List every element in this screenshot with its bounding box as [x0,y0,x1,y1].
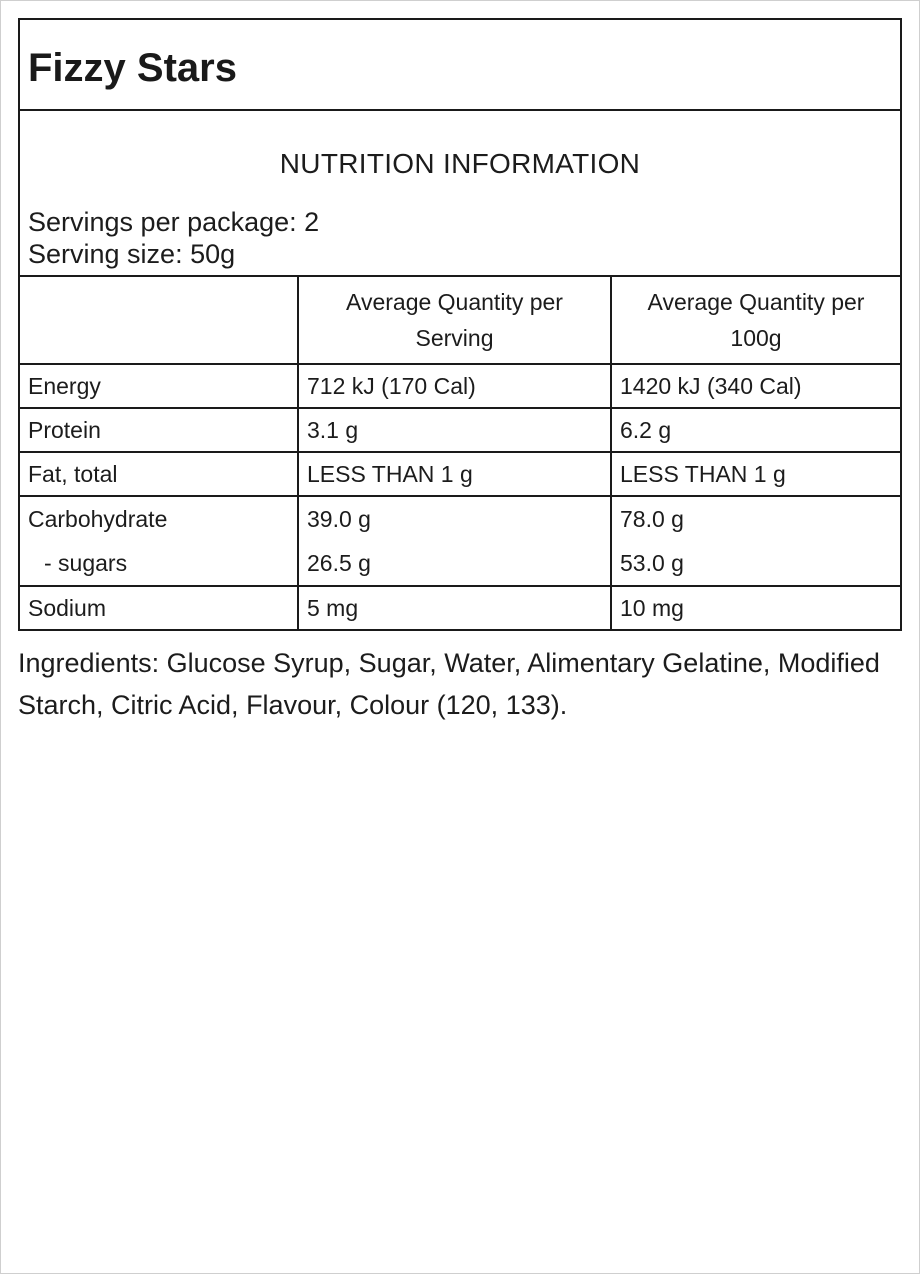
product-name: Fizzy Stars [28,46,237,90]
sub-nutrient-label: - sugars [44,550,128,576]
header-nutrient [19,276,298,364]
per-serving-value: 5 mg [298,586,611,630]
nutrition-table [18,275,902,631]
nutrient-label-group [19,496,298,586]
header-per-serving: Average Quantity per Serving [298,276,611,364]
nutrition-panel-header [18,109,902,277]
nutrient-label: Fat, total [19,452,298,496]
serving-size: Serving size: 50g [28,239,236,269]
per-100g-value: 53.0 g [620,550,684,576]
nutrient-label: Carbohydrate [28,506,168,532]
per-100g-value: 1420 kJ (340 Cal) [611,364,901,408]
per-serving-group [298,496,611,586]
per-serving-value: LESS THAN 1 g [298,452,611,496]
title-box [18,18,902,111]
table-row-carbohydrate [19,496,901,586]
per-serving-value: 26.5 g [307,550,371,576]
per-100g-group [611,496,901,586]
table-row-sodium [19,586,901,630]
per-100g-value: 6.2 g [611,408,901,452]
servings-per-package: Servings per package: 2 [28,207,320,237]
ingredients-text: Ingredients: Glucose Syrup, Sugar, Water, Alimentary Gelatine, Modified Starch, Citric Acid, Flavour, Colour (120, 133). [18,648,880,720]
table-row-fat [19,452,901,496]
per-serving-value: 3.1 g [298,408,611,452]
nutrient-label: Sodium [19,586,298,630]
per-100g-value: 78.0 g [620,506,684,532]
nutrition-heading: NUTRITION INFORMATION [279,148,641,179]
table-row-energy [19,364,901,408]
nutrient-label: Energy [19,364,298,408]
nutrient-label: Protein [19,408,298,452]
servings-info [28,206,319,270]
per-serving-value: 712 kJ (170 Cal) [298,364,611,408]
table-header-row [19,276,901,364]
per-100g-value: LESS THAN 1 g [611,452,901,496]
header-per-100g: Average Quantity per 100g [611,276,901,364]
table-row-protein [19,408,901,452]
per-serving-value: 39.0 g [307,506,371,532]
per-100g-value: 10 mg [611,586,901,630]
